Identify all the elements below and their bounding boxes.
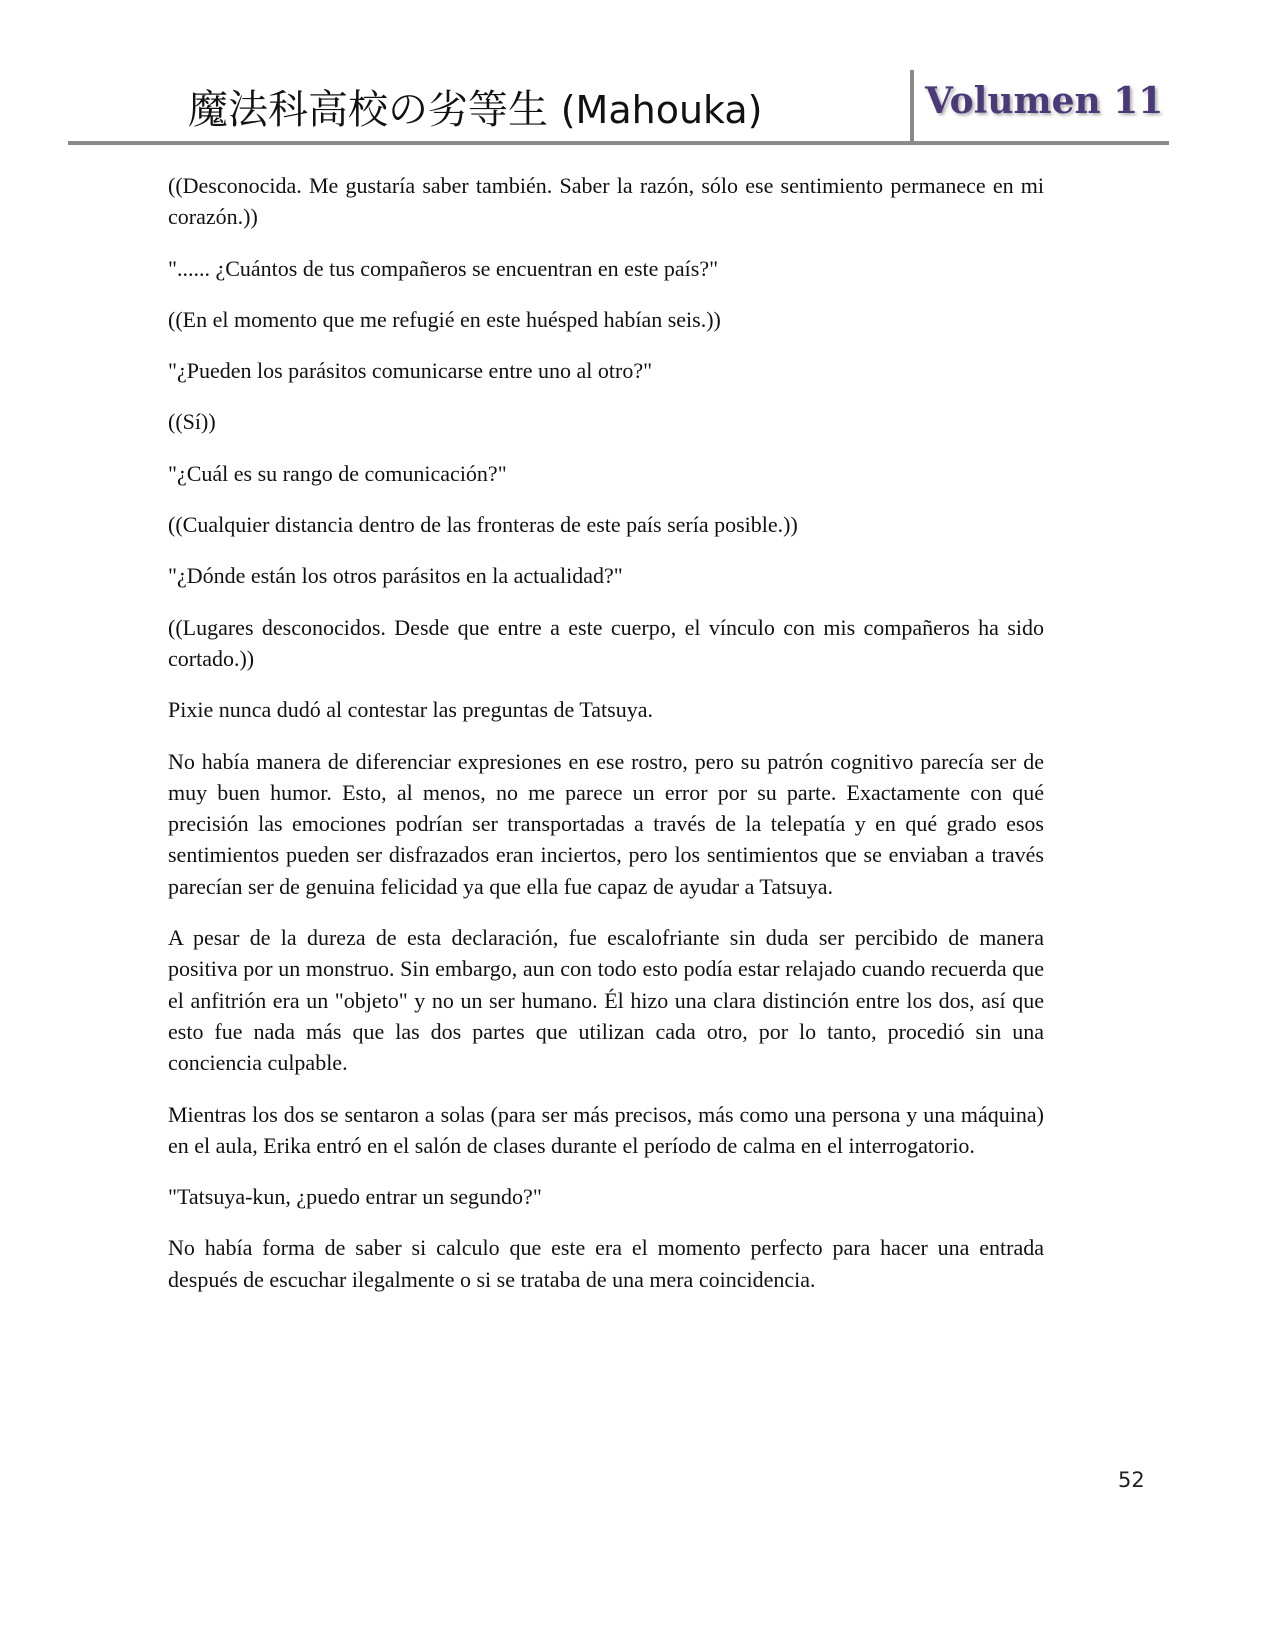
page-number: 52 [1118, 1468, 1145, 1492]
header-title-japanese: 魔法科高校の劣等生 [188, 87, 548, 133]
paragraph: "...... ¿Cuántos de tus compañeros se encuentran en este país?" [168, 255, 719, 281]
page-body [168, 170, 1044, 1315]
paragraph: Mientras los dos se sentaron a solas (para ser más precisos, más como una persona y una máquina) en el aula, Erika entró en el salón de clases durante el período de calma en el interrogatorio. [168, 1101, 1044, 1158]
paragraph: ((Lugares desconocidos. Desde que entre a este cuerpo, el vínculo con mis compañeros ha sido cortado.)) [168, 614, 1044, 671]
paragraph: "¿Dónde están los otros parásitos en la actualidad?" [168, 563, 623, 589]
paragraph: "Tatsuya-kun, ¿puedo entrar un segundo?" [168, 1184, 542, 1210]
header-title-latin: (Mahouka) [560, 88, 763, 132]
paragraph: A pesar de la dureza de esta declaración, fue escalofriante sin duda ser percibido de manera positiva por un monstruo. Sin embargo, aun con todo esto podía estar relajado cuando recuerda que el anfitrión era un "objeto" y no un ser humano. Él hizo una clara distinción entre los dos, así que esto fue nada más que las dos partes que utilizan cada otro, por lo tanto, procedió sin una conciencia culpable. [168, 925, 1044, 1076]
paragraph: ((Sí)) [168, 409, 216, 435]
paragraph: ((En el momento que me refugié en este huésped habían seis.)) [168, 306, 721, 332]
paragraph: ((Desconocida. Me gustaría saber también. Saber la razón, sólo ese sentimiento permanece en mi corazón.)) [168, 173, 1044, 230]
paragraph: ((Cualquier distancia dentro de las fronteras de este país sería posible.)) [168, 512, 798, 538]
paragraph: "¿Pueden los parásitos comunicarse entre uno al otro?" [168, 358, 653, 384]
header-title [188, 78, 762, 135]
header-rule [68, 141, 1169, 145]
paragraph: No había forma de saber si calculo que este era el momento perfecto para hacer una entrada después de escuchar ilegalmente o si se trataba de una mera coincidencia. [168, 1235, 1044, 1292]
header-divider-vertical [910, 70, 914, 144]
paragraph: "¿Cuál es su rango de comunicación?" [168, 460, 507, 486]
paragraph: No había manera de diferenciar expresiones en ese rostro, pero su patrón cognitivo parecía ser de muy buen humor. Esto, al menos, no me parece un error por su parte. Exactamente con qué precisión las emociones podrían ser transportadas a través de la telepatía y en qué grado esos sentimientos pueden ser disfrazados eran inciertos, pero los sentimientos que se enviaban a través parecían ser de genuina felicidad ya que ella fue capaz de ayudar a Tatsuya. [168, 748, 1044, 899]
paragraph: Pixie nunca dudó al contestar las preguntas de Tatsuya. [168, 697, 653, 723]
volume-label: Volumen 11 [925, 80, 1164, 122]
